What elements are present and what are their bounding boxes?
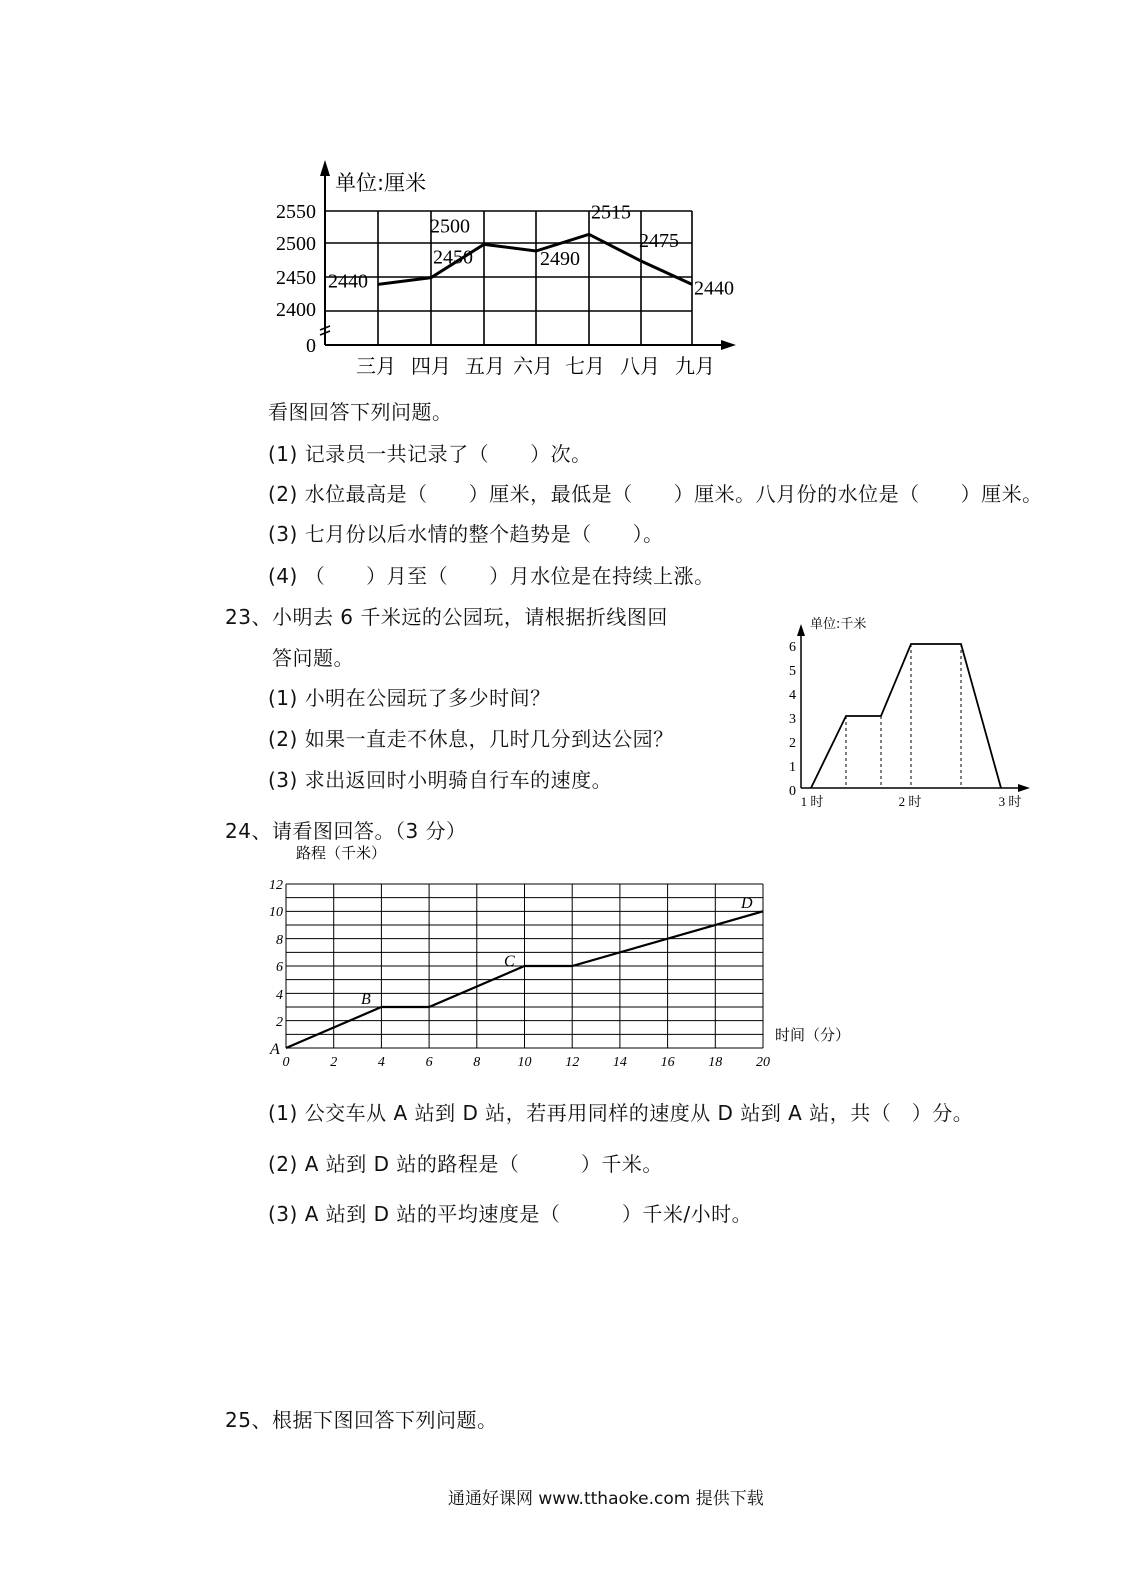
- x-tick: 14: [612, 1055, 627, 1070]
- month-label: 四月: [411, 356, 451, 378]
- y-tick: 0: [789, 784, 796, 799]
- y-tick: 1: [789, 760, 796, 775]
- q23-title: 23、小明去 6 千米远的公园玩，请根据折线图回: [225, 605, 668, 629]
- month-label: 五月: [465, 356, 505, 378]
- q23-item-1: (1) 小明在公园玩了多少时间？: [268, 686, 551, 710]
- unit-label: 单位:千米: [810, 617, 867, 632]
- x-tick: 16: [660, 1055, 675, 1070]
- y-tick: 0: [306, 335, 316, 357]
- y-tick: 5: [789, 664, 796, 679]
- month-label: 九月: [675, 356, 715, 378]
- x-tick: 4: [377, 1055, 385, 1070]
- value-label: 2440: [694, 277, 734, 300]
- y-tick: 10: [269, 905, 283, 920]
- y-tick: 6: [789, 640, 796, 655]
- q24-title: 24、请看图回答。（3 分）: [225, 819, 467, 843]
- month-label: 三月: [356, 356, 396, 378]
- x-tick: 2: [330, 1055, 338, 1070]
- y-tick: 3: [789, 712, 796, 727]
- q22-item-3: (3) 七月份以后水情的整个趋势是（ ）。: [268, 522, 664, 546]
- q23-item-2: (2) 如果一直走不休息，几时几分到达公园？: [268, 727, 674, 751]
- y-tick: 4: [276, 988, 283, 1003]
- q22-item-2: (2) 水位最高是（ ）厘米，最低是（ ）厘米。八月份的水位是（ ）厘米。: [268, 482, 1043, 506]
- value-label: 2500: [430, 215, 470, 238]
- y-tick: 2500: [276, 233, 316, 255]
- x-tick: 20: [756, 1055, 770, 1070]
- x-tick: 1 时: [800, 794, 824, 809]
- q24-item-1: (1) 公交车从 A 站到 D 站，若再用同样的速度从 D 站到 A 站，共（ ）分。: [268, 1101, 974, 1125]
- y-tick: 4: [789, 688, 796, 703]
- x-tick: 10: [517, 1055, 532, 1070]
- y-tick: 2400: [276, 299, 316, 321]
- x-tick: 6: [425, 1055, 433, 1070]
- y-tick: 8: [276, 933, 283, 948]
- q24-item-3: (3) A 站到 D 站的平均速度是（ ）千米/小时。: [268, 1202, 753, 1226]
- value-label: 2450: [433, 246, 473, 269]
- x-tick: 8: [473, 1055, 481, 1070]
- q23-title-cont: 答问题。: [272, 646, 354, 670]
- unit-label: 单位:厘米: [335, 171, 427, 195]
- y-tick: 2450: [276, 267, 316, 289]
- y-tick: 12: [269, 878, 283, 893]
- bus-chart: [255, 838, 875, 1078]
- point-label-d: D: [741, 895, 753, 912]
- x-tick: 12: [565, 1055, 580, 1070]
- footer-source: 通通好课网 www.tthaoke.com 提供下载: [448, 1489, 764, 1509]
- q22-item-1: (1) 记录员一共记录了（ ）次。: [268, 442, 592, 466]
- water-level-chart: [0, 0, 1122, 400]
- x-tick: 2 时: [898, 794, 922, 809]
- value-label: 2440: [328, 270, 368, 293]
- q23-item-3: (3) 求出返回时小明骑自行车的速度。: [268, 768, 613, 792]
- y-tick: 2: [276, 1015, 283, 1030]
- x-axis-label: 时间（分）: [775, 1026, 851, 1044]
- x-tick: 0: [282, 1055, 290, 1070]
- q22-item-4: (4) （ ）月至（ ）月水位是在持续上涨。: [268, 564, 715, 588]
- value-label: 2515: [591, 201, 631, 224]
- y-tick: 6: [276, 960, 283, 975]
- point-label-a: A: [270, 1041, 280, 1058]
- q24-item-2: (2) A 站到 D 站的路程是（ ）千米。: [268, 1152, 663, 1176]
- value-label: 2475: [639, 230, 679, 252]
- x-tick: 18: [708, 1055, 723, 1070]
- q22-intro: 看图回答下列问题。: [268, 400, 453, 424]
- point-label-c: C: [504, 953, 515, 970]
- y-tick: 2: [789, 736, 796, 751]
- q25-title: 25、根据下图回答下列问题。: [225, 1408, 498, 1432]
- x-tick: 3 时: [998, 794, 1022, 809]
- trip-chart: [770, 605, 1050, 815]
- point-label-b: B: [361, 991, 371, 1008]
- value-label: 2490: [540, 248, 580, 270]
- month-label: 八月: [620, 356, 660, 378]
- y-tick: 2550: [276, 201, 316, 223]
- y-axis-label: 路程（千米）: [296, 844, 387, 862]
- month-label: 六月: [513, 356, 553, 378]
- month-label: 七月: [565, 356, 605, 378]
- trip-line: [811, 644, 1001, 788]
